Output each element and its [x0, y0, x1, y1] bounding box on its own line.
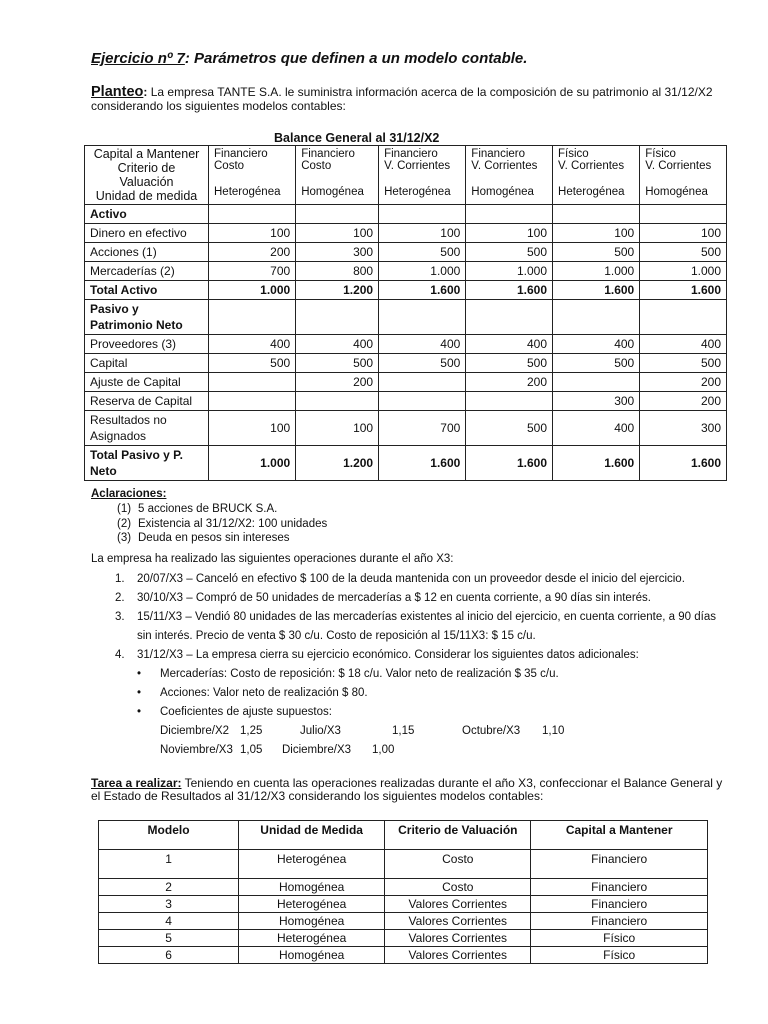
value-cell: [379, 205, 466, 224]
col-capital: Físico: [645, 148, 676, 160]
item-text: 30/10/X3 – Compró de 50 unidades de mercaderías a $ 12 en cuenta corriente, a 90 días sin interés.: [137, 591, 651, 604]
coef-month: Noviembre/X3: [160, 743, 233, 756]
value-cell: 500: [553, 243, 640, 262]
row-label: Capital: [85, 354, 209, 373]
modelo-cell: Financiero: [531, 913, 708, 930]
modelo-cell: Financiero: [531, 896, 708, 913]
value-cell: 1.000: [553, 262, 640, 281]
row-label: Mercaderías (2): [85, 262, 209, 281]
value-cell: 500: [466, 243, 553, 262]
row-label: Acciones (1): [85, 243, 209, 262]
value-cell: [553, 205, 640, 224]
value-cell: [466, 300, 553, 335]
planteo-paragraph: [91, 85, 721, 113]
model-column-header: [553, 146, 640, 205]
value-cell: 100: [466, 224, 553, 243]
modelo-row: [99, 913, 708, 930]
value-cell: 200: [296, 373, 379, 392]
value-cell: 500: [640, 354, 727, 373]
operaciones-list: [115, 570, 731, 760]
column-header: Capital a Mantener: [531, 821, 708, 850]
aclaraciones-heading: Aclaraciones:: [91, 488, 167, 500]
value-cell: 400: [553, 411, 640, 446]
value-cell: 100: [296, 224, 379, 243]
value-cell: 1.600: [640, 281, 727, 300]
exercise-number: Ejercicio nº 7: [91, 50, 185, 67]
value-cell: 500: [640, 243, 727, 262]
value-cell: 1.600: [553, 281, 640, 300]
coef-value: 1,15: [392, 724, 415, 737]
modelo-cell: 1: [99, 850, 239, 879]
col-capital: Financiero: [214, 148, 268, 160]
value-cell: [379, 373, 466, 392]
value-cell: 100: [379, 224, 466, 243]
coef-value: 1,05: [240, 743, 263, 756]
item-number: (3): [117, 532, 132, 544]
row-label: Activo: [85, 205, 209, 224]
col-capital: Financiero: [301, 148, 355, 160]
header-label-capital: Capital a Mantener: [93, 147, 200, 161]
tarea-text: Teniendo en cuenta las operaciones realizadas durante el año X3, confeccionar el Balance General y el Estado de Resultados al 31/12/X3 considerando los siguientes modelos contables:: [91, 776, 723, 803]
planteo-colon: :: [143, 85, 148, 99]
value-cell: [296, 205, 379, 224]
item-text: Existencia al 31/12/X2: 100 unidades: [138, 517, 328, 530]
col-capital: Físico: [558, 148, 589, 160]
value-cell: [640, 205, 727, 224]
planteo-label: Planteo: [91, 84, 144, 100]
row-label: Reserva de Capital: [85, 392, 209, 411]
aclaracion-item: [117, 531, 731, 546]
value-cell: 1.200: [296, 281, 379, 300]
column-header: Unidad de Medida: [239, 821, 385, 850]
model-column-header: [209, 146, 296, 205]
row-label: Total Activo: [85, 281, 209, 300]
value-cell: 500: [466, 354, 553, 373]
value-cell: 1.600: [379, 281, 466, 300]
col-unidad: Heterogénea: [384, 186, 451, 198]
value-cell: 1.000: [466, 262, 553, 281]
item-number: 1.: [115, 572, 125, 585]
value-cell: [209, 300, 296, 335]
modelo-cell: 3: [99, 896, 239, 913]
bullet-text: Mercaderías: Costo de reposición: $ 18 c/u. Valor neto de realización $ 35 c/u.: [160, 667, 559, 680]
value-cell: 300: [553, 392, 640, 411]
item-text: 15/11/X3 – Vendió 80 unidades de las mercaderías existentes al inicio del ejercicio, en cuenta corriente, a 90 días sin interés. Precio de venta $ 30 c/u. Costo de reposición al 15/11X3: $ 15 c/u.: [137, 610, 716, 642]
balance-row: [85, 392, 727, 411]
modelo-cell: Valores Corrientes: [385, 913, 531, 930]
value-cell: [209, 373, 296, 392]
row-label: Dinero en efectivo: [85, 224, 209, 243]
balance-header-row: [85, 146, 727, 205]
column-header: Modelo: [99, 821, 239, 850]
modelo-cell: Físico: [531, 930, 708, 947]
value-cell: 200: [209, 243, 296, 262]
header-label-valuacion: Valuación: [119, 175, 174, 189]
modelo-cell: Costo: [385, 850, 531, 879]
balance-row: [85, 354, 727, 373]
col-unidad: Heterogénea: [214, 186, 281, 198]
exercise-title: [91, 50, 527, 67]
modelo-cell: Heterogénea: [239, 850, 385, 879]
tarea-paragraph: [91, 777, 723, 802]
value-cell: 100: [640, 224, 727, 243]
coef-value: 1,00: [372, 743, 395, 756]
coef-month: Julio/X3: [300, 724, 341, 737]
bullet-item: [137, 684, 731, 703]
balance-row: [85, 300, 727, 335]
balance-row: [85, 262, 727, 281]
col-capital: Financiero: [384, 148, 438, 160]
modelo-cell: 2: [99, 879, 239, 896]
model-column-header: [379, 146, 466, 205]
balance-row: [85, 243, 727, 262]
value-cell: 500: [379, 243, 466, 262]
column-header: Criterio de Valuación: [385, 821, 531, 850]
operacion-item: [115, 589, 731, 608]
value-cell: 500: [379, 354, 466, 373]
row-label: [85, 446, 209, 481]
value-cell: 400: [209, 335, 296, 354]
modelo-cell: Físico: [531, 947, 708, 964]
bullet-item: [137, 665, 731, 684]
col-criterio: V. Corrientes: [471, 160, 538, 172]
value-cell: 500: [296, 354, 379, 373]
modelo-cell: 4: [99, 913, 239, 930]
operaciones-intro: La empresa ha realizado las siguientes operaciones durante el año X3:: [91, 552, 454, 565]
coeficientes-row: [160, 741, 731, 760]
value-cell: 100: [553, 224, 640, 243]
value-cell: 500: [209, 354, 296, 373]
header-label-criterio: Criterio de: [117, 161, 176, 175]
value-cell: 100: [209, 411, 296, 446]
row-label: [85, 300, 209, 335]
row-label-line: Patrimonio Neto: [90, 318, 183, 332]
operacion-item: [115, 646, 731, 665]
modelo-cell: 5: [99, 930, 239, 947]
col-unidad: Homogénea: [471, 186, 534, 198]
modelo-cell: 6: [99, 947, 239, 964]
bullet-icon: •: [137, 686, 142, 699]
row-label-line: Resultados no: [90, 413, 167, 427]
modelo-cell: Financiero: [531, 879, 708, 896]
value-cell: 400: [379, 335, 466, 354]
value-cell: 500: [553, 354, 640, 373]
modelo-cell: Homogénea: [239, 947, 385, 964]
item-number: 3.: [115, 610, 125, 623]
coef-value: 1,10: [542, 724, 565, 737]
value-cell: [296, 392, 379, 411]
model-column-header: [466, 146, 553, 205]
header-label-unidad: Unidad de medida: [95, 189, 198, 203]
modelo-cell: Financiero: [531, 850, 708, 879]
value-cell: 400: [640, 335, 727, 354]
item-number: (1): [117, 503, 132, 515]
row-label-line: Neto: [90, 464, 117, 478]
aclaracion-item: [117, 502, 731, 517]
value-cell: [209, 205, 296, 224]
balance-row: [85, 281, 727, 300]
aclaraciones-list: [117, 502, 731, 546]
aclaracion-item: [117, 517, 731, 532]
value-cell: [379, 300, 466, 335]
coef-month: Octubre/X3: [462, 724, 521, 737]
coef-value: 1,25: [240, 724, 263, 737]
value-cell: 1.000: [209, 281, 296, 300]
item-number: (2): [117, 517, 132, 530]
balance-row: [85, 205, 727, 224]
operacion-item: [115, 608, 731, 646]
coeficientes-row: [160, 722, 731, 741]
item-number: 4.: [115, 648, 125, 661]
notes-section: [91, 488, 731, 760]
value-cell: 1.200: [296, 446, 379, 481]
value-cell: [640, 300, 727, 335]
col-unidad: Heterogénea: [558, 186, 625, 198]
value-cell: [466, 392, 553, 411]
modelo-row: [99, 850, 708, 879]
modelo-cell: Valores Corrientes: [385, 947, 531, 964]
value-cell: 1.600: [379, 446, 466, 481]
tarea-label: Tarea a realizar:: [91, 776, 182, 790]
modelo-row: [99, 879, 708, 896]
item-text: 5 acciones de BRUCK S.A.: [138, 503, 278, 515]
value-cell: 700: [209, 262, 296, 281]
value-cell: 1.000: [640, 262, 727, 281]
modelo-cell: Heterogénea: [239, 896, 385, 913]
row-label: Ajuste de Capital: [85, 373, 209, 392]
balance-row: [85, 446, 727, 481]
modelo-cell: Valores Corrientes: [385, 896, 531, 913]
value-cell: 100: [209, 224, 296, 243]
value-cell: [466, 205, 553, 224]
value-cell: 400: [296, 335, 379, 354]
col-unidad: Homogénea: [301, 186, 364, 198]
balance-row: [85, 224, 727, 243]
modelo-cell: Heterogénea: [239, 930, 385, 947]
bullet-text: Coeficientes de ajuste supuestos:: [160, 705, 332, 718]
modelo-row: [99, 896, 708, 913]
value-cell: 1.600: [466, 281, 553, 300]
modelos-body: [99, 850, 708, 964]
value-cell: 1.000: [209, 446, 296, 481]
value-cell: 100: [296, 411, 379, 446]
model-column-header: [296, 146, 379, 205]
balance-row: [85, 335, 727, 354]
bullet-item: [137, 703, 731, 722]
value-cell: 1.600: [553, 446, 640, 481]
value-cell: 1.600: [640, 446, 727, 481]
col-unidad: Homogénea: [645, 186, 708, 198]
value-cell: 200: [466, 373, 553, 392]
col-capital: Financiero: [471, 148, 525, 160]
modelo-row: [99, 947, 708, 964]
value-cell: 1.000: [379, 262, 466, 281]
item-text: Deuda en pesos sin intereses: [138, 532, 290, 544]
row-label-line: Pasivo y: [90, 302, 139, 316]
col-criterio: Costo: [214, 160, 245, 172]
value-cell: 500: [466, 411, 553, 446]
value-cell: [553, 373, 640, 392]
value-cell: [296, 300, 379, 335]
planteo-text: La empresa TANTE S.A. le suministra información acerca de la composición de su patrimonio al 31/12/X2 considerando los siguientes modelos contables:: [91, 85, 713, 113]
item-text: 20/07/X3 – Canceló en efectivo $ 100 de la deuda mantenida con un proveedor desde el inicio del ejercicio.: [137, 572, 685, 585]
value-cell: 200: [640, 373, 727, 392]
modelo-cell: Homogénea: [239, 879, 385, 896]
value-cell: 400: [466, 335, 553, 354]
value-cell: [209, 392, 296, 411]
coef-month: Diciembre/X2: [160, 724, 230, 737]
modelo-row: [99, 930, 708, 947]
row-label: Proveedores (3): [85, 335, 209, 354]
balance-table: [84, 145, 727, 481]
value-cell: 1.600: [466, 446, 553, 481]
col-criterio: V. Corrientes: [645, 160, 712, 172]
value-cell: 400: [553, 335, 640, 354]
item-number: 2.: [115, 591, 125, 604]
balance-title: Balance General al 31/12/X2: [274, 131, 440, 145]
modelos-table: [98, 820, 708, 964]
operacion-item: [115, 570, 731, 589]
value-cell: 300: [296, 243, 379, 262]
item-text: 31/12/X3 – La empresa cierra su ejercicio económico. Considerar los siguientes datos adicionales:: [137, 648, 639, 661]
value-cell: 300: [640, 411, 727, 446]
value-cell: 200: [640, 392, 727, 411]
modelo-cell: Costo: [385, 879, 531, 896]
col-criterio: V. Corrientes: [558, 160, 625, 172]
value-cell: [553, 300, 640, 335]
bullet-icon: •: [137, 705, 142, 718]
row-label-line: Asignados: [90, 429, 147, 443]
bullet-text: Acciones: Valor neto de realización $ 80.: [160, 686, 368, 699]
bullet-icon: •: [137, 667, 142, 680]
balance-body: [85, 205, 727, 481]
model-column-header: [640, 146, 727, 205]
col-criterio: Costo: [301, 160, 332, 172]
header-labels-cell: [85, 146, 209, 205]
modelo-cell: Valores Corrientes: [385, 930, 531, 947]
exercise-subtitle: : Parámetros que definen a un modelo contable.: [184, 50, 528, 67]
value-cell: [379, 392, 466, 411]
modelo-cell: Homogénea: [239, 913, 385, 930]
row-label-line: Total Pasivo y P.: [90, 448, 183, 462]
value-cell: 700: [379, 411, 466, 446]
modelos-header-row: [99, 821, 708, 850]
value-cell: 800: [296, 262, 379, 281]
coef-month: Diciembre/X3: [282, 743, 352, 756]
balance-row: [85, 411, 727, 446]
col-criterio: V. Corrientes: [384, 160, 451, 172]
balance-row: [85, 373, 727, 392]
row-label: [85, 411, 209, 446]
